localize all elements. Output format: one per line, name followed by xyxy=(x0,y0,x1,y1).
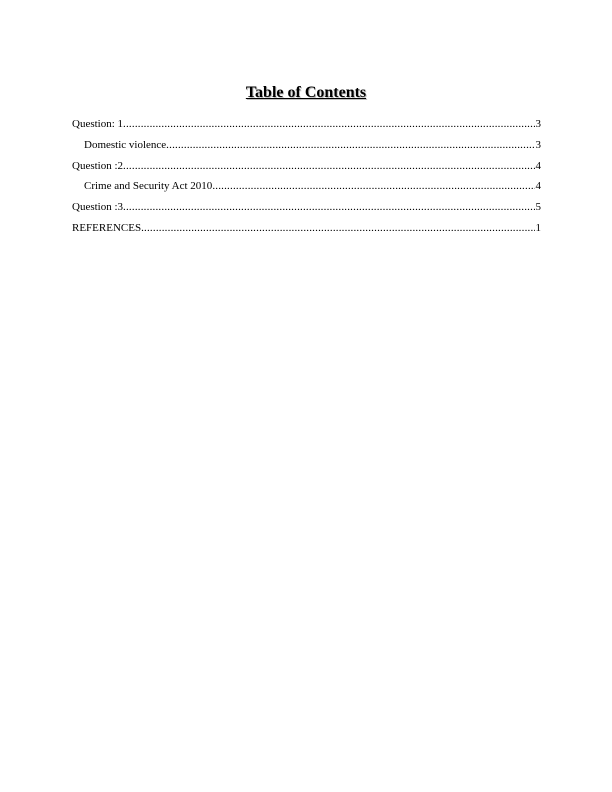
toc-entry-domestic-violence[interactable] xyxy=(72,138,541,159)
toc-entry-label: REFERENCES xyxy=(72,221,142,234)
toc-entry-label: Question :3 xyxy=(72,201,124,214)
toc-page-number: 3 xyxy=(535,138,541,151)
toc-entry-references[interactable] xyxy=(72,221,541,242)
toc-entry-label: Domestic violence xyxy=(84,138,167,151)
toc-dot-leader xyxy=(123,200,534,214)
toc-dot-leader xyxy=(166,138,534,152)
toc-page-number: 3 xyxy=(535,118,541,130)
toc-entry-question-3[interactable] xyxy=(72,200,541,221)
toc-list xyxy=(72,117,541,242)
toc-dot-leader xyxy=(212,179,534,193)
toc-page-number: 4 xyxy=(535,180,541,193)
toc-dot-leader xyxy=(123,159,534,173)
toc-dot-leader xyxy=(123,117,534,131)
toc-entry-question-2[interactable] xyxy=(72,159,541,180)
toc-title: Table of Contents xyxy=(245,84,367,101)
toc-dot-leader xyxy=(141,221,534,235)
toc-entry-label: Question :2 xyxy=(72,159,124,172)
toc-page-number: 1 xyxy=(535,221,541,234)
toc-entry-crime-and-security-act[interactable] xyxy=(72,179,541,200)
toc-entry-label: Question: 1 xyxy=(72,118,124,130)
toc-entry-label: Crime and Security Act 2010 xyxy=(84,180,213,193)
toc-page-number: 5 xyxy=(535,201,541,214)
toc-entry-question-1[interactable] xyxy=(72,117,541,138)
toc-page-number: 4 xyxy=(535,159,541,172)
